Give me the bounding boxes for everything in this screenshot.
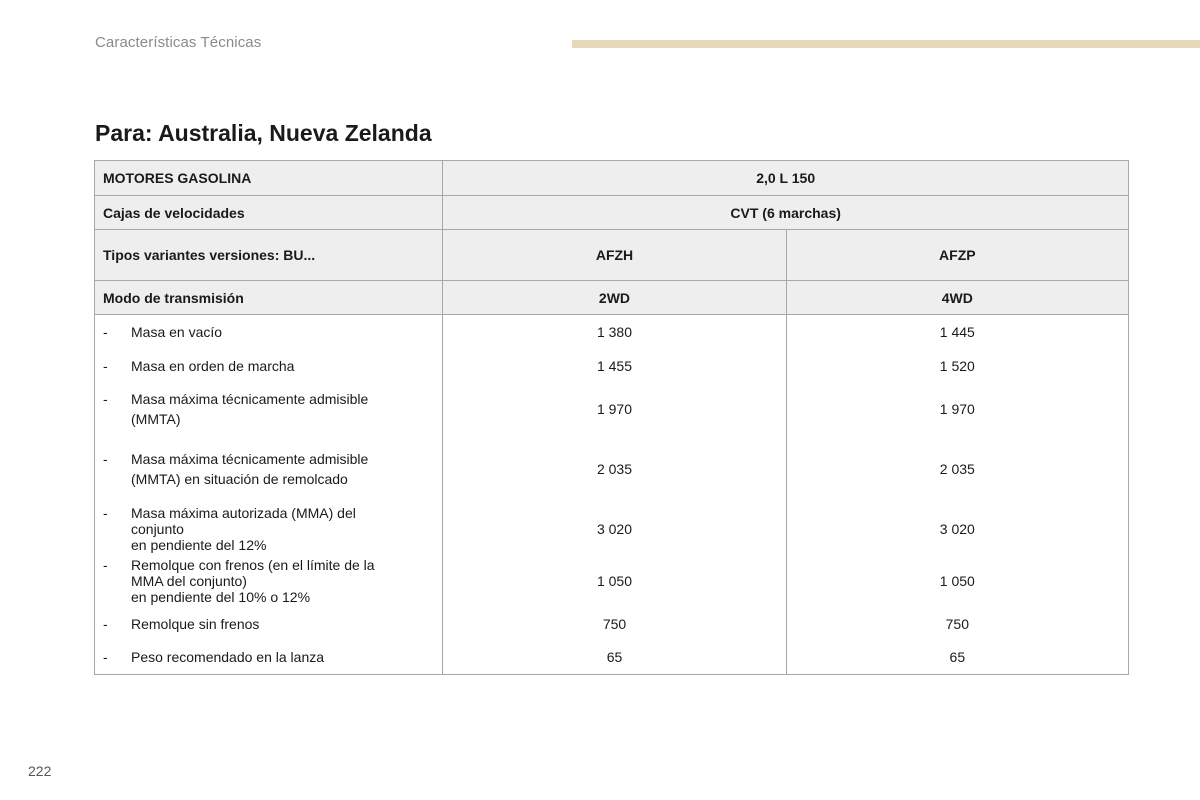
gearbox-value: CVT (6 marchas) [443,196,1129,230]
value-afzh: 1 970 [443,383,786,435]
value-afzh: 1 050 [443,555,786,607]
table-row [95,349,1129,383]
table-row [95,383,1129,435]
row-label: Masa en orden de marcha [131,357,295,374]
value-afzh: 1 455 [443,349,786,383]
bullet-dash: - [103,615,108,632]
row-label: Masa máxima técnicamente admisible (MMTA) en situación de remolcado [131,450,369,487]
variant-afzp: AFZP [786,230,1128,281]
value-afzp: 1 520 [786,349,1128,383]
transmission-4wd: 4WD [786,281,1128,315]
transmission-label: Modo de transmisión [95,281,443,315]
table-row [95,435,1129,503]
table-row [95,555,1129,607]
row-label: Peso recomendado en la lanza [131,649,325,666]
value-afzh: 750 [443,607,786,641]
bullet-dash: - [103,504,108,521]
value-afzh: 1 380 [443,315,786,349]
value-afzh: 3 020 [443,503,786,555]
value-afzh: 2 035 [443,435,786,503]
row-label: Remolque con frenos (en el límite de la MMA del conjunto) en pendiente del 10% o 12% [131,556,375,605]
table-row [95,315,1129,349]
section-accent-bar [572,40,1200,48]
table-row [95,503,1129,555]
value-afzp: 1 445 [786,315,1128,349]
variant-afzh: AFZH [443,230,786,281]
section-title: Características Técnicas [95,34,262,51]
row-label: Masa máxima autorizada (MMA) del conjunto en pendiente del 12% [131,504,356,553]
row-label: Masa en vacío [131,323,223,340]
value-afzp: 1 050 [786,555,1128,607]
page-number: 222 [28,763,52,779]
page-heading: Para: Australia, Nueva Zelanda [95,120,432,146]
table-row [95,641,1129,675]
table-row [95,607,1129,641]
transmission-2wd: 2WD [443,281,786,315]
bullet-dash: - [103,556,108,573]
bullet-dash: - [103,357,108,374]
value-afzp: 750 [786,607,1128,641]
variants-label: Tipos variantes versiones: BU... [95,230,443,281]
engine-row [95,161,1129,196]
variants-row [95,230,1129,281]
transmission-row [95,281,1129,315]
engine-label: MOTORES GASOLINA [95,161,443,196]
bullet-dash: - [103,649,108,666]
value-afzp: 65 [786,641,1128,675]
bullet-dash: - [103,323,108,340]
gearbox-label: Cajas de velocidades [95,196,443,230]
row-label: Remolque sin frenos [131,615,260,632]
technical-specs-table [94,160,1129,675]
engine-value: 2,0 L 150 [443,161,1129,196]
bullet-dash: - [103,390,108,407]
value-afzp: 1 970 [786,383,1128,435]
row-label: Masa máxima técnicamente admisible (MMTA) [131,390,369,427]
value-afzh: 65 [443,641,786,675]
value-afzp: 2 035 [786,435,1128,503]
gearbox-row [95,196,1129,230]
bullet-dash: - [103,450,108,467]
value-afzp: 3 020 [786,503,1128,555]
